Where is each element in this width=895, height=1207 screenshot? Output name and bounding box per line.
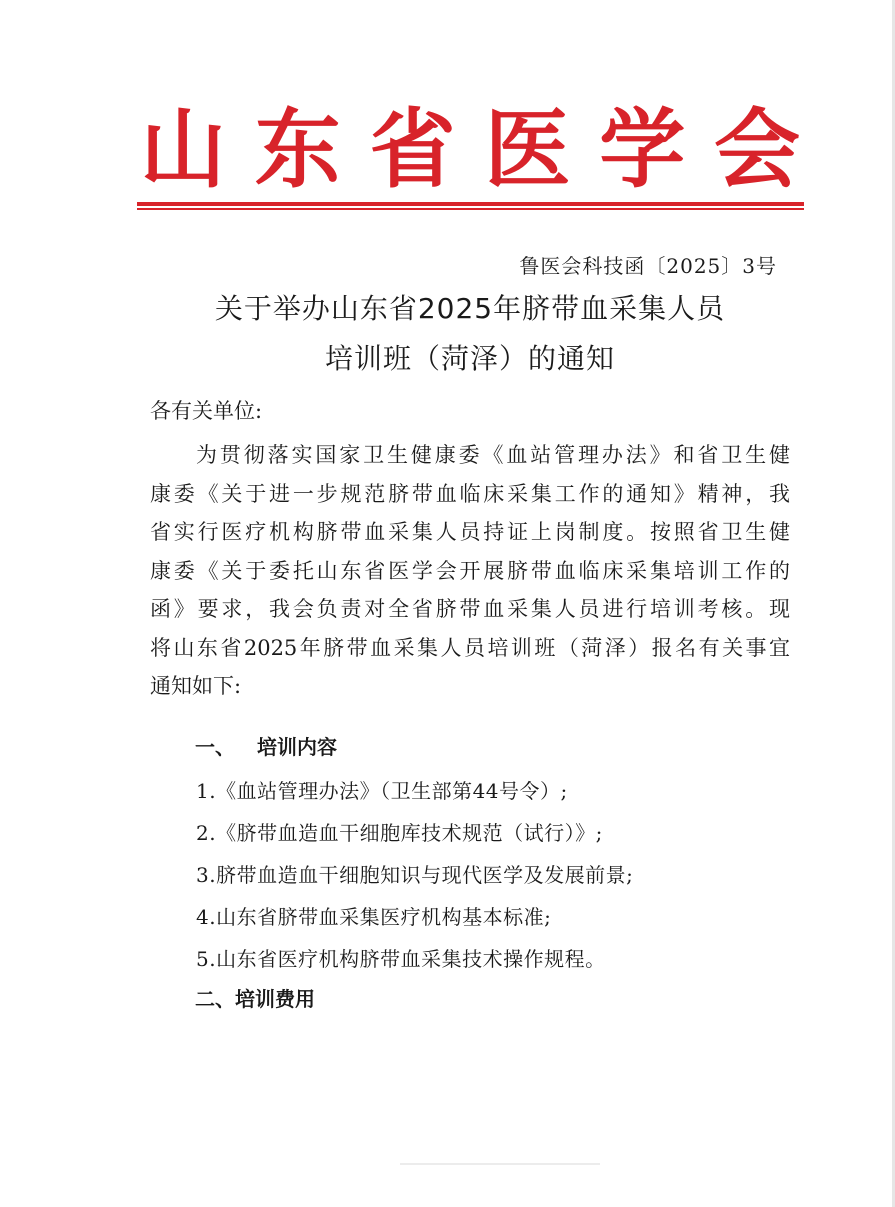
section-title: 培训内容 — [257, 735, 337, 759]
list-item: 3.脐带血造血干细胞知识与现代医学及发展前景; — [196, 863, 634, 887]
document-title-line-2: 培训班（菏泽）的通知 — [324, 342, 615, 375]
body-line: 通知如下: — [150, 674, 242, 698]
letterhead-char: 医 — [484, 100, 571, 200]
list-item: 1.《血站管理办法》（卫生部第44号令）; — [196, 779, 568, 803]
body-line: 为贯彻落实国家卫生健康委《血站管理办法》和省卫生健 — [196, 443, 790, 467]
scan-artifact — [400, 1163, 600, 1165]
letterhead-divider-thick — [137, 202, 804, 206]
body-line: 将山东省2025年脐带血采集人员培训班（菏泽）报名有关事宜 — [150, 635, 790, 660]
letterhead-char: 省 — [369, 100, 456, 200]
body-line: 康委《关于委托山东省医学会开展脐带血临床采集培训工作的 — [150, 558, 790, 583]
body-line: 函》要求，我会负责对全省脐带血采集人员进行培训考核。现 — [150, 597, 790, 621]
letterhead-char: 山 — [140, 100, 226, 200]
letterhead-char: 东 — [254, 100, 341, 200]
section-heading-training-content — [195, 732, 337, 762]
body-line: 康委《关于进一步规范脐带血临床采集工作的通知》精神，我 — [150, 481, 790, 506]
letterhead-char: 学 — [599, 100, 686, 200]
salutation: 各有关单位: — [150, 399, 263, 423]
list-item: 2.《脐带血造血干细胞库技术规范（试行）》; — [196, 821, 603, 845]
document-title-line-1: 关于举办山东省2025年脐带血采集人员 — [214, 292, 726, 325]
letterhead-logo — [140, 100, 800, 200]
list-item: 5.山东省医疗机构脐带血采集技术操作规程。 — [196, 947, 606, 971]
letterhead-char: 会 — [713, 100, 800, 200]
body-line: 省实行医疗机构脐带血采集人员持证上岗制度。按照省卫生健 — [150, 520, 790, 544]
training-content-list — [196, 770, 633, 980]
body-paragraph — [150, 436, 790, 706]
document-number: 鲁医会科技函〔2025〕3号 — [519, 254, 777, 278]
section-heading-training-fees: 二、培训费用 — [195, 987, 315, 1011]
letterhead-divider-thin — [137, 208, 804, 210]
section-number: 一、 — [195, 735, 235, 759]
list-item: 4.山东省脐带血采集医疗机构基本标准; — [196, 905, 552, 929]
